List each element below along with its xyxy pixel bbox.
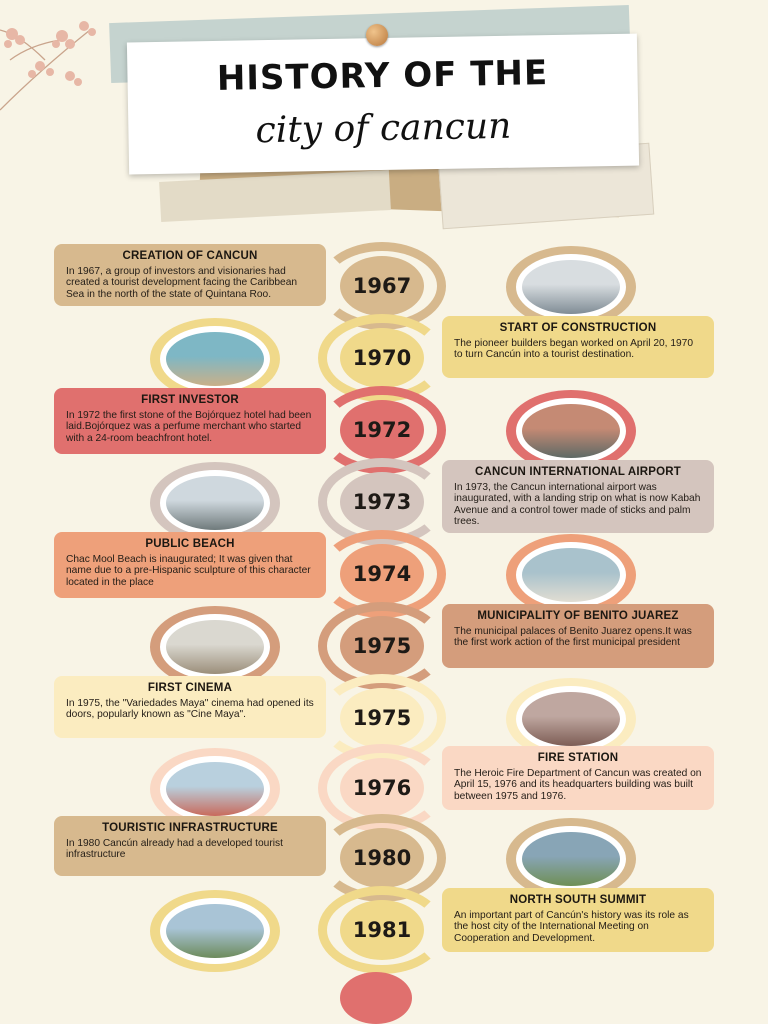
event-title: TOURISTIC INFRASTRUCTURE [102,822,278,834]
event-card [54,532,326,598]
event-card [442,604,714,668]
event-photo [160,756,270,822]
event-card [54,676,326,738]
year-label: 1973 [340,472,424,532]
event-title: CREATION OF CANCUN [122,250,258,262]
event-description: The pioneer builders began worked on April 20, 1970 to turn Cancún into a tourist destination. [454,338,694,361]
event-card [442,460,714,533]
event-photo [160,326,270,392]
event-photo [516,254,626,320]
event-title: PUBLIC BEACH [145,538,235,550]
year-label: 1975 [340,688,424,748]
event-title: FIRST CINEMA [147,682,233,694]
event-photo [516,686,626,752]
title-line-2: city of cancun [255,105,512,152]
event-description: The municipal palaces of Benito Juarez opens.It was the first work action of the first municipal president [454,626,692,649]
event-title: MUNICIPALITY OF BENITO JUAREZ [477,610,679,622]
timeline-end-marker [340,972,412,1024]
year-label: 1975 [340,616,424,676]
event-title: FIRE STATION [537,752,619,764]
event-photo [516,542,626,608]
event-description: Chac Mool Beach is inaugurated; It was given that name due to a pre-Hispanic sculpture of this character located in the place [66,554,311,588]
event-photo [160,898,270,964]
event-card [442,316,714,378]
event-photo [160,614,270,680]
event-photo [516,826,626,892]
event-card [54,816,326,876]
event-title: FIRST INVESTOR [141,394,239,406]
event-description: In 1980 Cancún already had a developed tourist infrastructure [66,838,283,861]
paper-scrap-beige [159,170,391,222]
event-card [442,746,714,810]
title-line-1: HISTORY OF THE [216,53,549,99]
pin-icon [366,24,388,46]
year-label: 1976 [340,758,424,818]
event-description: In 1973, the Cancun international airport was inaugurated, with a landing strip on what is now Kabah Avenue and a control tower made of sticks and palm trees. [454,482,701,527]
year-label: 1980 [340,828,424,888]
event-card [54,388,326,454]
event-description: In 1967, a group of investors and visionaries had created a tourist development facing the Caribbean Sea in the north of the state of Quintana Roo. [66,266,298,300]
event-title: NORTH SOUTH SUMMIT [509,894,647,906]
year-label: 1967 [340,256,424,316]
event-photo [516,398,626,464]
title-card [127,34,639,175]
flower-decoration [0,0,110,120]
year-label: 1972 [340,400,424,460]
event-title: CANCUN INTERNATIONAL AIRPORT [475,466,681,478]
year-label: 1981 [340,900,424,960]
event-description: An important part of Cancún's history was its role as the host city of the International Meeting on Cooperation and Development. [454,910,689,944]
event-description: In 1975, the "Variedades Maya" cinema had opened its doors, popularly known as "Cine Maya". [66,698,314,721]
event-description: The Heroic Fire Department of Cancun was created on April 15, 1976 and its headquarters building was built between 1975 and 1976. [454,768,702,802]
year-label: 1970 [340,328,424,388]
event-title: START OF CONSTRUCTION [499,322,657,334]
event-photo [160,470,270,536]
year-label: 1974 [340,544,424,604]
event-description: In 1972 the first stone of the Bojórquez hotel had been laid.Bojórquez was a perfume merchant who started with a 24-room beachfront hotel. [66,410,312,444]
event-card [54,244,326,306]
event-card [442,888,714,952]
